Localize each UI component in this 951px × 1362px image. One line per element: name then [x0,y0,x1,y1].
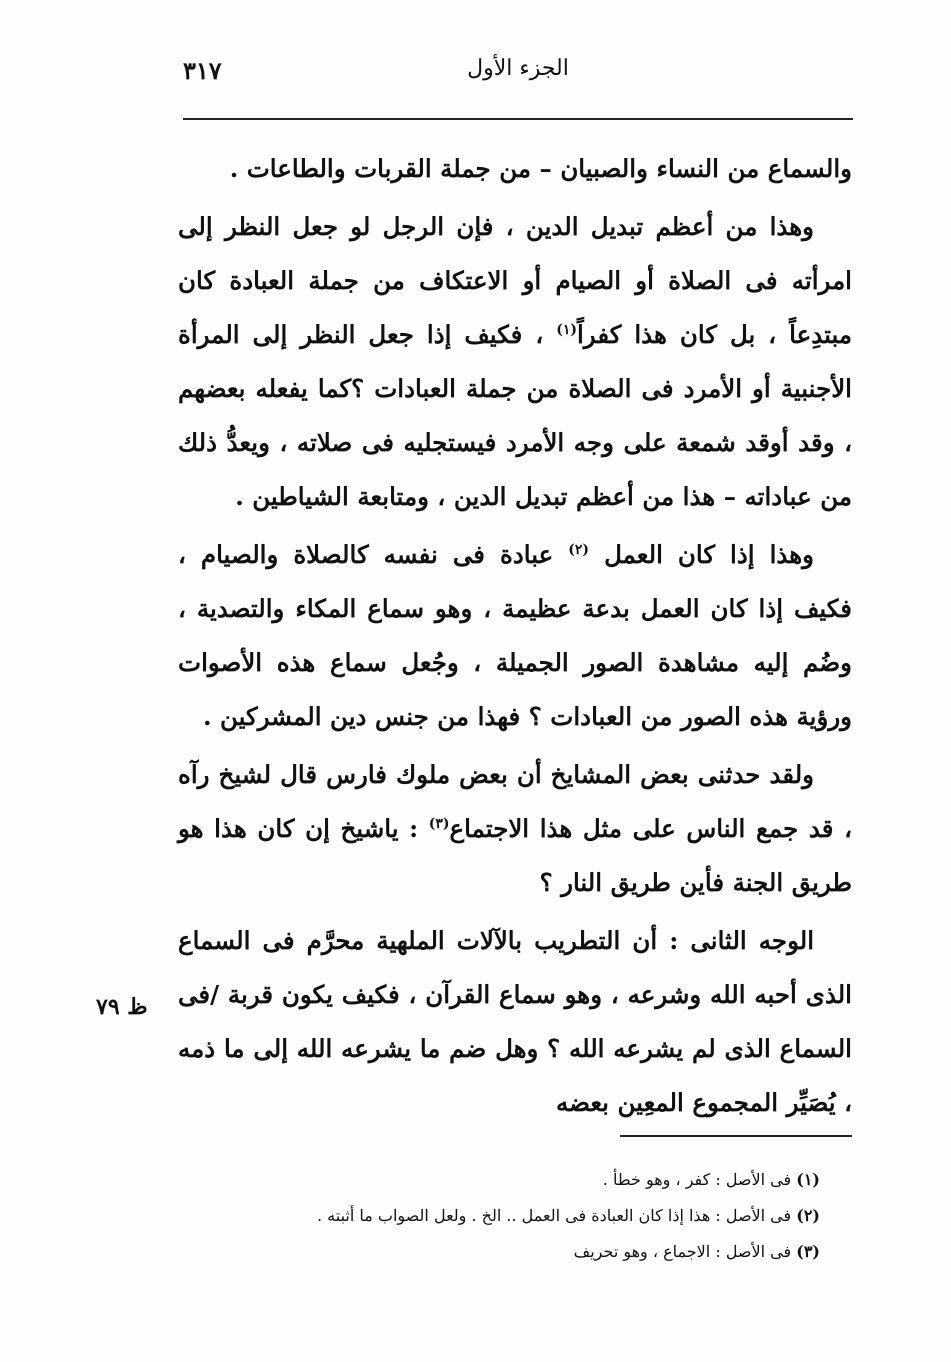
paragraph-4 [178,748,852,910]
paragraph-text: : ياشيخ إن كان هذا هو طريق الجنة فأين طريق النار ؟ [178,814,852,897]
paragraph-2 [178,200,852,524]
footnote-marker: (٣) [428,815,450,832]
paragraph-1 [178,142,852,196]
footnote-number: (٣) [796,1242,820,1261]
footnote-marker: (٢) [568,541,590,558]
footnotes [240,1162,820,1270]
footnote-rule [620,1135,852,1137]
footnote-number: (٢) [796,1206,820,1225]
footnote-text: فى الأصل : هذا إذا كان العبادة فى العمل .. الخ . ولعل الصواب ما أثبته . [316,1206,797,1225]
paragraph-text: عبادة فى نفسه كالصلاة والصيام ، فكيف إذا كان العمل بدعة عظيمة ، وهو سماع المكاء والتصدية ، وضُم إليه مشاهدة الصور الجميلة ، وجُعل سماع هذه الأصوات ورؤية هذه الصور من العبادات ؟ فهذا من جنس دين المشركين . [178,540,852,731]
page-header [183,52,853,102]
paragraph-3 [178,528,852,744]
paragraph-text: الوجه الثانى : أن التطريب بالآلات الملهية محرَّم فى السماع الذى أحبه الله وشرعه ، وهو سماع القرآن ، فكيف يكون قربة /فى السماع الذى لم يشرعه الله ؟ وهل ضم ما يشرعه الله إلى ما ذمه ، يُصَيِّر المجموع المعِين بعضه [178,926,852,1117]
paragraph-text: وهذا إذا كان العمل [604,540,814,569]
header-rule [183,118,853,120]
footnote-2 [240,1198,820,1234]
main-text [178,142,852,1134]
footnote-text: فى الأصل : الاجماع ، وهو تحريف [573,1242,797,1261]
paragraph-text: ولقد حدثنى بعض المشايخ أن بعض ملوك فارس قال لشيخ رآه ، قد جمع الناس على مثل هذا الاجتماع [178,760,852,843]
margin-note: ظ ٧٩ [96,994,148,1020]
footnote-marker: (١) [556,321,577,338]
page-number: ٣١٧ [183,56,222,85]
paragraph-text: والسماع من النساء والصبيان – من جملة القربات والطاعات . [229,154,852,183]
paragraph-text: وهذا من أعظم تبديل الدين ، فإن الرجل لو جعل النظر إلى امرأته فى الصلاة أو الصيام أو الاعتكاف من جملة العبادة كان مبتدِعاً ، بل كان هذا كفراً [178,212,853,349]
footnote-text: فى الأصل : كفر ، وهو خطأ . [602,1170,797,1189]
paragraph-5 [178,914,852,1130]
running-title: الجزء الأول [467,56,569,81]
footnote-3 [240,1234,820,1270]
paragraph-text: ، فكيف إذا جعل النظر إلى المرأة الأجنبية أو الأمرد فى الصلاة من جملة العبادات ؟كما يفعله بعضهم ، وقد أوقد شمعة على وجه الأمرد فيستجليه فى صلاته ، ويعدُّ ذلك من عباداته – هذا من أعظم تبديل الدين ، ومتابعة الشياطين . [178,320,852,511]
footnote-1 [240,1162,820,1198]
footnote-number: (١) [796,1170,820,1189]
